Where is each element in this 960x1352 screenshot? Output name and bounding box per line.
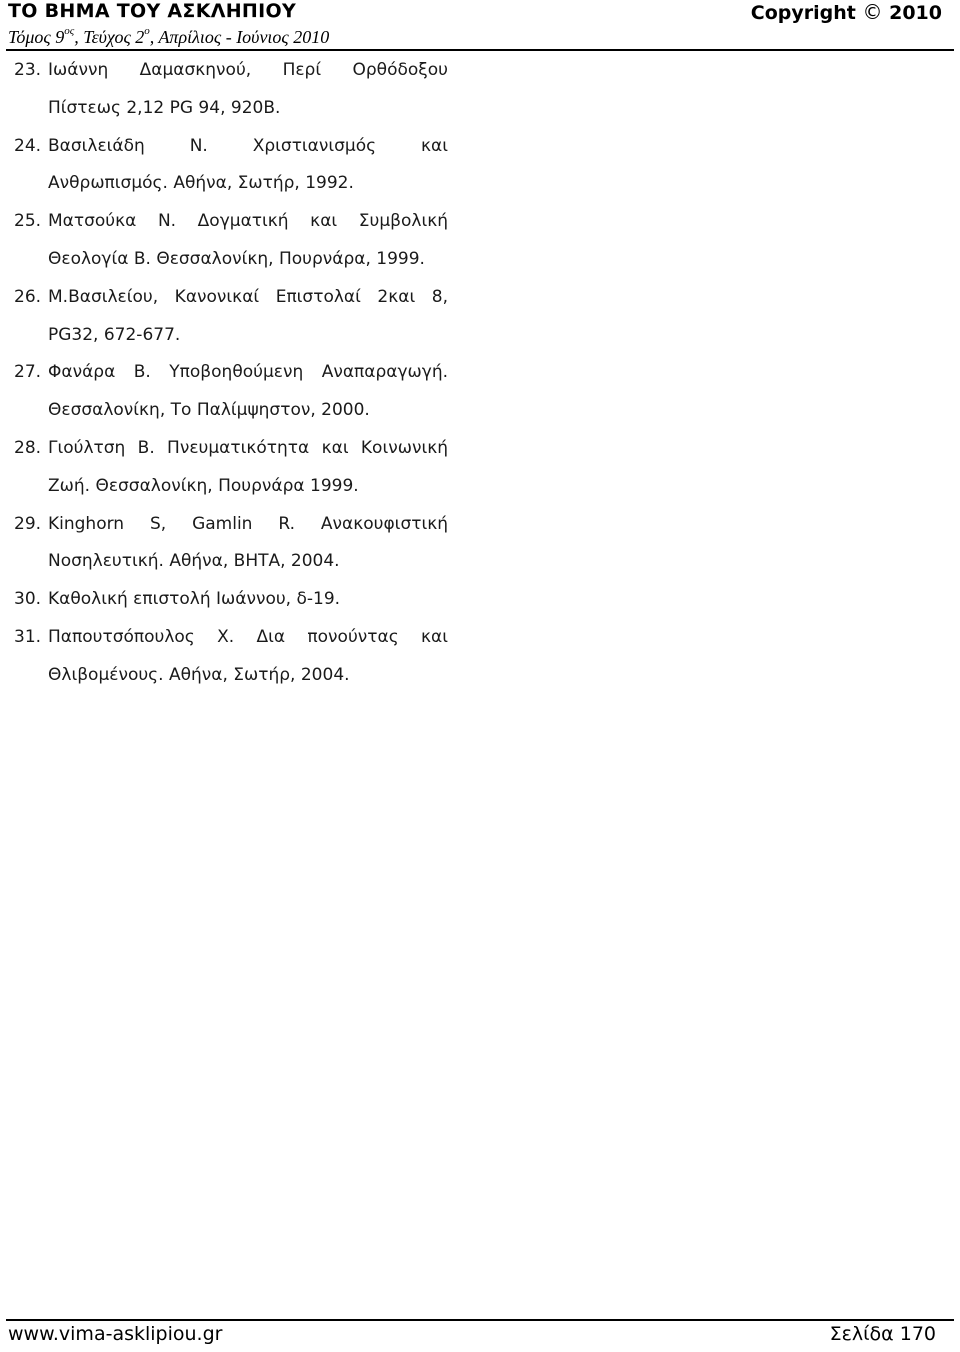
reference-number: 25. (14, 211, 42, 232)
footer-divider (6, 1319, 954, 1321)
reference-item (14, 506, 448, 582)
page-header (0, 0, 960, 52)
copyright-notice (751, 0, 942, 24)
reference-text: Βασιλειάδη Ν. Χριστιανισμός και Ανθρωπισμός. Αθήνα, Σωτήρ, 1992. (48, 135, 448, 194)
reference-item (14, 581, 448, 619)
reference-number: 26. (14, 286, 42, 307)
reference-number: 24. (14, 135, 42, 156)
reference-item (14, 279, 448, 355)
reference-number: 23. (14, 60, 42, 80)
reference-text: Παπουτσόπουλος Χ. Δια πονούντας και Θλιβομένους. Αθήνα, Σωτήρ, 2004. (48, 626, 448, 685)
issue-volume-sup: ος (64, 25, 75, 37)
issue-info (8, 27, 329, 48)
reference-item (14, 52, 448, 128)
copyright-year: 2010 (889, 2, 942, 24)
copyright-symbol: © (862, 0, 883, 24)
reference-text: Μ.Βασιλείου, Κανονικαί Επιστολαί 2και 8, PG32, 672-677. (48, 286, 448, 345)
reference-text: Φανάρα Β. Υποβοηθούμενη Αναπαραγωγή. Θεσσαλονίκη, Το Παλίμψηστον, 2000. (48, 362, 448, 421)
header-divider (6, 49, 954, 51)
footer-website-url: www.vima-asklipiou.gr (8, 1323, 223, 1345)
reference-item (14, 354, 448, 430)
reference-number: 27. (14, 362, 42, 383)
footer-page-number: Σελίδα 170 (829, 1323, 936, 1345)
issue-period: , Απρίλιος - Ιούνιος 2010 (149, 27, 330, 47)
reference-number: 31. (14, 626, 42, 647)
reference-number: 28. (14, 437, 42, 458)
issue-volume: Τόμος 9 (8, 27, 65, 47)
journal-title: ΤΟ ΒΗΜΑ ΤΟΥ ΑΣΚΛΗΠΙΟΥ (8, 0, 297, 22)
reference-text: Kinghorn S, Gamlin R. Ανακουφιστική Νοσηλευτική. Αθήνα, ΒΗΤΑ, 2004. (48, 513, 448, 572)
issue-number-sup: ο (144, 25, 150, 37)
reference-text: Γιούλτση Β. Πνευματικότητα και Κοινωνική Ζωή. Θεσσαλονίκη, Πουρνάρα 1999. (48, 437, 448, 496)
reference-item (14, 619, 448, 695)
copyright-word: Copyright (750, 2, 856, 24)
reference-text: Καθολική επιστολή Ιωάννου, δ-19. (48, 589, 341, 610)
reference-text: Ιωάννη Δαμασκηνού, Περί Ορθόδοξου Πίστεως 2,12 PG 94, 920Β. (48, 60, 448, 118)
reference-item (14, 203, 448, 279)
reference-item (14, 128, 448, 204)
issue-number: , Τεύχος 2 (74, 27, 145, 47)
reference-text: Ματσούκα Ν. Δογματική και Συμβολική Θεολογία Β. Θεσσαλονίκη, Πουρνάρα, 1999. (48, 211, 448, 269)
reference-number: 29. (14, 513, 42, 534)
reference-item (14, 430, 448, 506)
reference-number: 30. (14, 589, 42, 610)
reference-list (14, 52, 448, 695)
